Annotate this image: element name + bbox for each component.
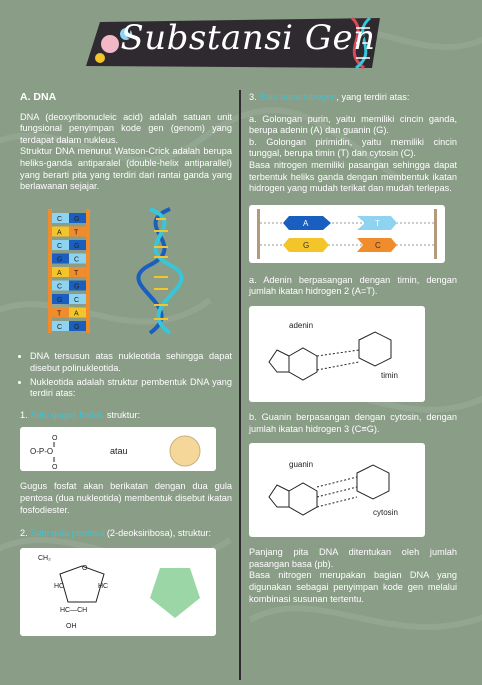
ladder-base-label: G <box>57 256 63 264</box>
ladder-base-label: T <box>74 269 79 277</box>
phosphate-structure-diagram <box>20 427 216 471</box>
guanin-label: guanin <box>289 460 314 470</box>
ladder-base-label: G <box>57 296 63 304</box>
page-title: Substansi Gen <box>120 18 376 58</box>
dna-ladder-diagram <box>48 209 90 333</box>
ladder-base-label: T <box>74 229 79 237</box>
gc-pair-card <box>249 443 425 537</box>
atau-label: atau <box>110 446 128 457</box>
svg-text:HC—CH: HC—CH <box>60 606 88 614</box>
item-rest-text: (2-deoksiribosa), struktur: <box>104 528 212 539</box>
item-rest-text: struktur: <box>104 409 141 420</box>
right-column <box>249 92 457 605</box>
item-pentose-heading <box>20 528 232 540</box>
base-pair-text: Basa nitrogen memiliki pasangan sehingga dapat terbentuk heliks ganda dengan membentuk ikatan hidrogen yang mudah terikat dan mudah terlepas. <box>249 159 457 194</box>
item-phosphate-heading <box>20 410 232 422</box>
base-pair-card <box>249 205 445 263</box>
ladder-base-label: C <box>57 215 63 223</box>
list-item: • DNA tersusun atas nukleotida sehingga dapat disebut polinukleotida. <box>30 351 232 374</box>
pb-text: Panjang pita DNA ditentukan oleh jumlah pasangan basa (pb). <box>249 547 457 569</box>
pentose-structure-card <box>20 548 216 636</box>
ladder-base-label: A <box>74 310 79 318</box>
ladder-base-label: C <box>57 323 63 331</box>
svg-text:O: O <box>52 464 58 472</box>
ladder-base-label: C <box>74 256 80 264</box>
pentose-structure-diagram <box>20 548 216 636</box>
ladder-base-label: G <box>74 242 80 250</box>
gc-structure-diagram <box>249 443 425 537</box>
ladder-base-label: A <box>57 229 62 237</box>
ladder-base-label: G <box>74 323 80 331</box>
ladder-base-label: G <box>74 283 80 291</box>
item-highlight: Satu gugus fosfat, <box>30 409 105 420</box>
item-highlight: Satu basa nitrogen <box>259 92 337 102</box>
ladder-base-label: C <box>57 242 63 250</box>
dna-double-helix-diagram <box>138 209 181 333</box>
phosphate-text: Gugus fosfat akan berikatan dengan dua gula pentosa (dua nukleotida) membentuk disebut ikatan fosfodiester. <box>20 481 232 515</box>
pirimidin-text: b. Golongan pirimidin, yaitu memiliki cincin tunggal, berupa timin (T) dan cytosin (C). <box>249 136 457 159</box>
ladder-base-label: G <box>74 215 80 223</box>
base-t-label: T <box>375 218 380 228</box>
at-pair-card <box>249 306 425 402</box>
purin-text: a. Golongan purin, yaitu memiliki cincin ganda, berupa adenin (A) dan guanin (G). <box>249 113 457 136</box>
dna-intro-text: DNA (deoxyribonucleic acid) adalah satuan unit fungsional penyimpan kode gen (genom) yang terdapat dalam nukleus. <box>20 111 232 145</box>
base-c-label: C <box>375 240 381 250</box>
item-number: 3. <box>249 92 257 102</box>
item-highlight: Satu gula pentosa <box>30 528 105 539</box>
final-text: Basa nitrogen merupakan bagian DNA yang digunakan sebagai penyimpan kode gen melalui kombinasi susunan tertentu. <box>249 570 457 604</box>
at-pair-text: a. Adenin berpasangan dengan timin, dengan jumlah ikatan hidrogen 2 (A=T). <box>249 274 457 297</box>
base-g-label: G <box>303 240 310 250</box>
nucleotide-bullet-list <box>20 351 232 399</box>
item-rest-text: , yang terdiri atas: <box>336 92 410 102</box>
list-item: • Nukleotida adalah struktur pembentuk DNA yang terdiri atas: <box>30 377 232 400</box>
dna-structure-text: Struktur DNA menurut Watson-Crick adalah berupa heliks-ganda antiparalel (double-helix antiparallel) yang berarti pita yang terdiri dari rantai ganda yang berlawanan sejajar. <box>20 146 232 192</box>
svg-text:O: O <box>52 435 58 443</box>
item-number: 2. <box>20 528 28 539</box>
cytosin-label: cytosin <box>373 508 398 518</box>
item-number: 1. <box>20 409 28 420</box>
phosphate-structure-card <box>20 427 216 471</box>
adenin-label: adenin <box>289 320 314 330</box>
svg-text:CH₂: CH₂ <box>38 554 51 562</box>
svg-text:O: O <box>82 564 88 572</box>
ladder-base-label: C <box>57 283 63 291</box>
svg-text:OH: OH <box>66 622 77 630</box>
gc-pair-text: b. Guanin berpasangan dengan cytosin, dengan jumlah ikatan hidrogen 3 (C≡G). <box>249 411 457 434</box>
timin-label: timin <box>381 370 398 380</box>
left-column <box>20 92 232 636</box>
ladder-base-label: T <box>57 310 62 318</box>
base-a-label: A <box>303 218 309 228</box>
column-divider <box>239 90 241 680</box>
dna-ladder-and-helix-illustration <box>20 205 232 340</box>
section-heading: A. DNA <box>20 91 57 103</box>
item-base-heading <box>249 92 457 104</box>
base-pair-diagram <box>249 205 445 263</box>
phosphate-formula: O-P-O <box>30 447 54 457</box>
at-structure-diagram <box>249 306 425 402</box>
ladder-base-label: A <box>57 269 62 277</box>
ladder-base-label: C <box>74 296 80 304</box>
svg-text:HC: HC <box>54 582 65 590</box>
svg-text:HC: HC <box>98 582 109 590</box>
